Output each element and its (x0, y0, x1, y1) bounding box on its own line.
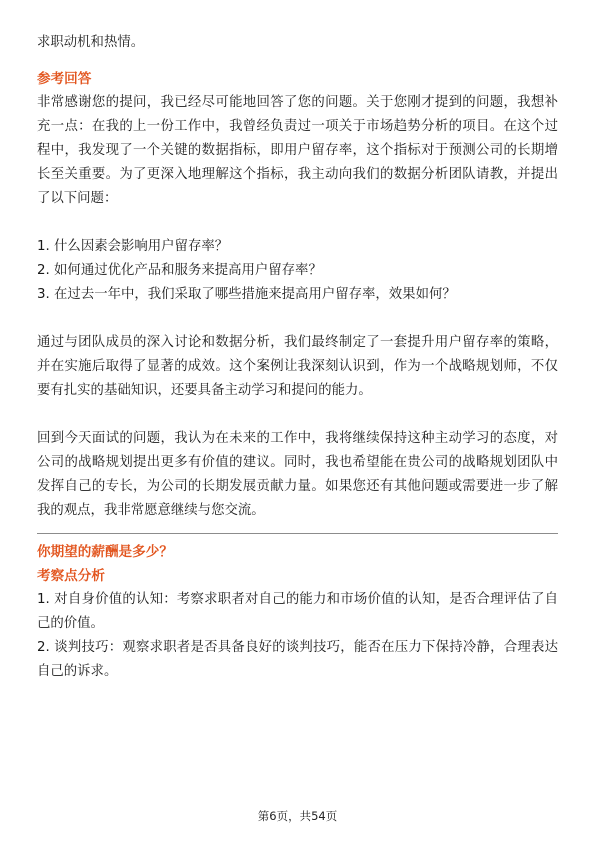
spacer (37, 211, 558, 235)
intro-tail-text: 求职动机和热情。 (37, 35, 145, 50)
analysis-point-2: 2. 谈判技巧：观察求职者是否具备良好的谈判技巧，能否在压力下保持冷静，合理表达自己的诉求。 (37, 640, 558, 679)
question-item-1: 1. 什么因素会影响用户留存率？ (37, 239, 229, 254)
answer-paragraph-3: 回到今天面试的问题，我认为在未来的工作中，我将继续保持这种主动学习的态度，对公司的战略规划提出更多有价值的建议。同时，我也希望能在贵公司的战略规划团队中发挥自己的专长，为公司的长期发展贡献力量。如果您还有其他问题或需要进一步了解我的观点，我非常愿意继续与您交流。 (37, 431, 558, 518)
reference-answer-heading: 参考回答 (37, 71, 92, 87)
spacer (37, 55, 558, 67)
question-title: 你期望的薪酬是多少？ (37, 544, 173, 560)
spacer (37, 403, 558, 427)
question-item-3: 3. 在过去一年中，我们采取了哪些措施来提高用户留存率，效果如何？ (37, 287, 456, 302)
page-content (37, 31, 558, 684)
spacer (37, 307, 558, 331)
question-item-2: 2. 如何通过优化产品和服务来提高用户留存率？ (37, 263, 322, 278)
answer-paragraph-2: 通过与团队成员的深入讨论和数据分析，我们最终制定了一套提升用户留存率的策略，并在实施后取得了显著的成效。这个案例让我深刻认识到，作为一个战略规划师，不仅要有扎实的基础知识，还要具备主动学习和提问的能力。 (37, 335, 558, 398)
answer-paragraph-1: 非常感谢您的提问，我已经尽可能地回答了您的问题。关于您刚才提到的问题，我想补充一点：在我的上一份工作中，我曾经负责过一项关于市场趋势分析的项目。在这个过程中，我发现了一个关键的数据指标，即用户留存率，这个指标对于预测公司的长期增长至关重要。为了更深入地理解这个指标，我主动向我们的数据分析团队请教，并提出了以下问题： (37, 95, 558, 206)
section-divider (37, 533, 558, 534)
page-number: 第6页，共54页 (257, 809, 338, 823)
analysis-point-1: 1. 对自身价值的认知：考察求职者对自己的能力和市场价值的认知，是否合理评估了自己的价值。 (37, 592, 558, 631)
analysis-heading: 考察点分析 (37, 568, 105, 584)
